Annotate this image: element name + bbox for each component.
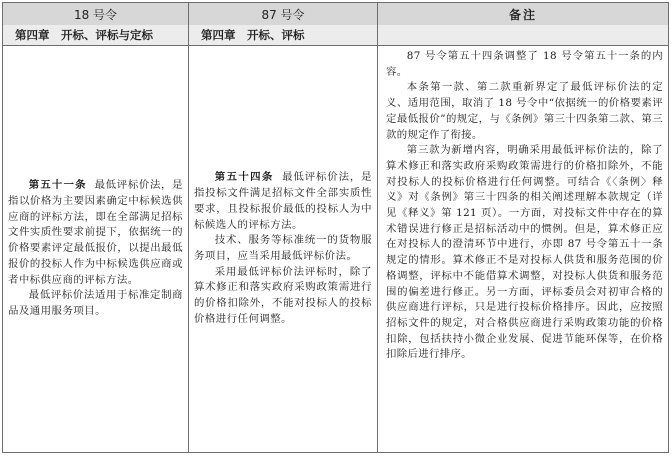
chapter-title-order-18: 第四章 开标、评标与定标 xyxy=(3,25,189,45)
order-18-para-1 xyxy=(8,178,183,288)
comparison-table xyxy=(2,2,669,453)
header-col-order-18: 18 号令 xyxy=(3,3,189,25)
header-col-remarks: 备注 xyxy=(508,7,537,22)
order-87-article-text xyxy=(189,170,377,327)
table-header-row xyxy=(3,3,668,26)
order-87-para-3: 采用最低评标价法评标时，除了算术修正和落实政府采购政策需进行的价格扣除外，不能对投标人的投标价格进行任何调整。 xyxy=(194,265,372,325)
chapter-title-order-87: 第四章 开标、评标 xyxy=(189,25,378,45)
article-row xyxy=(3,46,668,452)
order-87-para-2: 技术、服务等标准统一的货物服务项目，应当采用最低评标价法。 xyxy=(194,234,372,262)
remarks-text xyxy=(378,46,668,363)
header-col-order-87: 87 号令 xyxy=(189,3,378,25)
order-18-para-2: 最低评标价法适用于标准定制商品及通用服务项目。 xyxy=(8,289,183,317)
order-87-article-cell xyxy=(189,46,378,452)
chapter-title-remarks xyxy=(378,25,668,45)
remarks-cell xyxy=(378,46,668,452)
order-18-article-text xyxy=(3,178,188,319)
order-18-para-1-text: 最低评标价法，是指以价格为主要因素确定中标候选供应商的评标方法，即在全部满足招标文件实质性要求前提下，依据统一的价格要素评定最低报价，以提出最低报价的投标人作为中标候选供应商或者中标供应商的评标方法。 xyxy=(8,179,184,286)
remarks-para-1: 87 号令第五十四条调整了 18 号令第五十一条的内容。 xyxy=(386,50,663,78)
chapter-row xyxy=(3,25,668,46)
order-87-para-1 xyxy=(194,170,372,233)
order-87-para-1-text: 最低评标价法，是指投标文件满足招标文件全部实质性要求，且投标报价最低的投标人为中标候选人的评标方法。 xyxy=(194,171,373,231)
order-18-article-cell xyxy=(3,46,189,452)
order-87-article-title: 第五十四条 xyxy=(214,171,274,184)
remarks-para-2: 本条第一款、第二款重新界定了最低评标价法的定义、适用范围，取消了 18 号令中“依据统一的价格要素评定最低报价”的规定，与《条例》第三十四条第二款、第三款的规定作了衔接。 xyxy=(386,81,663,141)
order-18-article-title: 第五十一条 xyxy=(28,179,87,192)
remarks-para-3: 第三款为新增内容，明确采用最低评标价法的，除了算术修正和落实政府采购政策需进行的价格扣除外，不能对投标人的投标价格进行任何调整。可结合《〈条例〉释义》对《条例》第三十四条的相关阐述理解本款规定（详见《释义》第 121 页）。一方面，对投标文件中存在的算术错误进行修正是招标活动中的惯例。但是，算术修正应在对投标人的澄清环节中进行，亦即 87 号令第五十一条规定的情形。算术修正不是对投标人供货和服务范围的价格调整，评标中不能借算术调整，对投标人供货和服务范围的偏差进行修正。另一方面，评标委员会对初审合格的供应商进行评标，只是进行投标价格排序。因此，应按照招标文件的规定，对合格供应商进行采购政策功能的价格扣除，包括扶持小微企业发展、促进节能环保等，在价格扣除后进行排序。 xyxy=(386,144,663,361)
